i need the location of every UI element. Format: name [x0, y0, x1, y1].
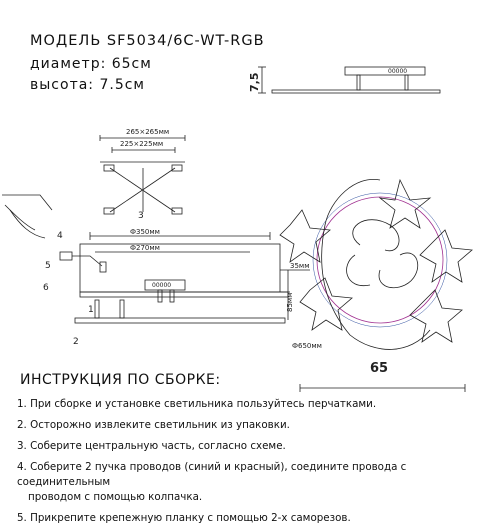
instruction-step: 4. Соберите 2 пучка проводов (синий и красный), соедините провода с соединительным [17, 460, 407, 488]
diameter-spec: диаметр: 65см [30, 56, 152, 72]
base-inner-label: Ф270мм [130, 244, 160, 252]
instruction-step-continued: проводом с помощью колпачка. [28, 490, 203, 503]
model-title: МОДЕЛЬ SF5034/6C-WT-RGB [30, 33, 265, 49]
diameter-label: Ф650мм [292, 342, 322, 350]
base-outer-label: Ф350мм [130, 228, 160, 236]
instructions-title: ИНСТРУКЦИЯ ПО СБОРКЕ: [20, 372, 221, 388]
plate-outer-label: 265×265мм [126, 128, 170, 136]
part-label-2: 2 [73, 337, 79, 347]
side-panel-code: 00000 [388, 68, 408, 75]
instructions-list [17, 397, 497, 532]
side-view [258, 67, 440, 93]
height-spec: высота: 7.5см [30, 77, 145, 93]
instruction-step: 3. Соберите центральную часть, согласно схеме. [17, 439, 286, 452]
instruction-step: 5. Прикрепите крепежную планку с помощью 2-х саморезов. [17, 511, 351, 524]
base-frame [75, 232, 310, 323]
part-label-4: 4 [57, 231, 63, 241]
instruction-step: 1. При сборке и установке светильника пользуйтесь перчатками. [17, 398, 377, 410]
instruction-step: 2. Осторожно извлеките светильник из упаковки. [17, 418, 290, 431]
plate-inner-label: 225×225мм [120, 140, 164, 148]
base-depth-label: 35мм [290, 262, 310, 270]
part-label-3: 3 [138, 211, 144, 221]
part-label-1: 1 [88, 305, 94, 315]
base-height-label: 85мм [286, 292, 294, 312]
panel-code: 00000 [152, 282, 172, 289]
part-label-5: 5 [45, 261, 51, 271]
side-width-label: 65 [370, 361, 389, 376]
part-label-6: 6 [43, 283, 49, 293]
side-height-label: 7,5 [248, 72, 261, 92]
